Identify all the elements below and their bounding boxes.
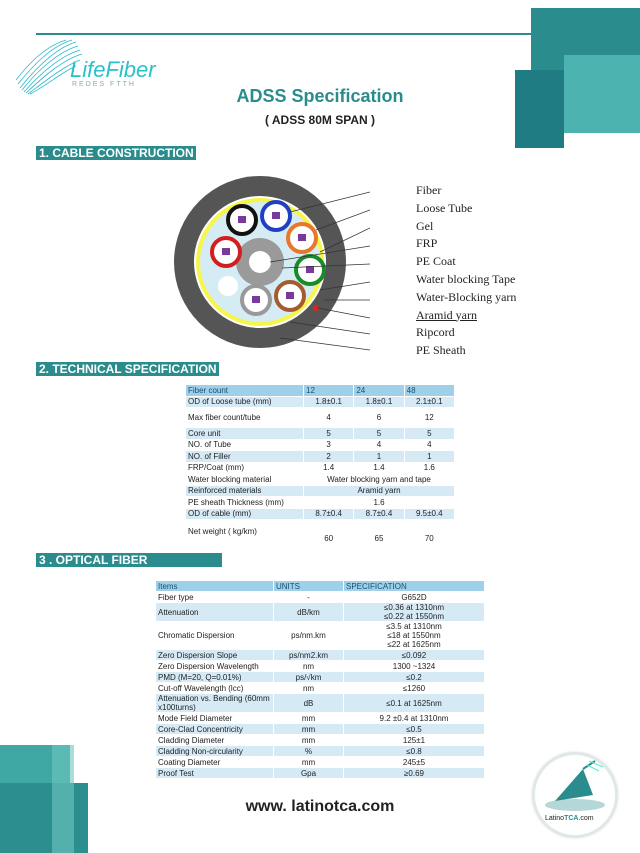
table-cell: ≤3.5 at 1310nm ≤18 at 1550nm ≤22 at 1625nm xyxy=(344,622,485,650)
table-cell: - xyxy=(274,592,344,603)
label-pe-coat: PE Coat xyxy=(416,254,456,269)
table-header-cell: 48 xyxy=(404,385,454,397)
table-cell: ps/nm2.km xyxy=(274,650,344,661)
table-cell: 60 xyxy=(304,520,354,544)
table-row xyxy=(186,396,455,408)
logo-brand: LifeFiber xyxy=(70,57,156,82)
table-cell: nm xyxy=(274,661,344,672)
table-cell: PMD (M=20, Q=0.01%) xyxy=(156,672,274,683)
table-cell: 6 xyxy=(354,408,404,428)
table-cell: 3 xyxy=(304,439,354,451)
table-row xyxy=(186,474,455,486)
table-cell: Water blocking yarn and tape xyxy=(304,474,455,486)
table-cell: 9.2 ±0.4 at 1310nm xyxy=(344,713,485,724)
table-cell: ≤0.36 at 1310nm ≤0.22 at 1550nm xyxy=(344,603,485,622)
table-cell: nm xyxy=(274,683,344,694)
table-cell: Aramid yarn xyxy=(304,485,455,497)
section-optical-fiber: 3 . OPTICAL FIBER xyxy=(36,553,222,567)
table-row xyxy=(186,451,455,463)
section-technical-specification: 2. TECHNICAL SPECIFICATION xyxy=(36,362,219,376)
table-cell: 5 xyxy=(404,428,454,440)
diagram-labels xyxy=(416,182,516,360)
table-row xyxy=(156,746,485,757)
table-cell: 1.8±0.1 xyxy=(304,396,354,408)
table-cell: Proof Test xyxy=(156,768,274,779)
label-water-blocking-yarn: Water-Blocking yarn xyxy=(416,289,517,304)
table-row xyxy=(186,497,455,509)
table-header-cell: Fiber count xyxy=(186,385,304,397)
cable-cross-section-diagram xyxy=(170,172,370,360)
table-cell: OD of Loose tube (mm) xyxy=(186,396,304,408)
table-cell: 9.5±0.4 xyxy=(404,508,454,520)
table-header-cell: SPECIFICATION xyxy=(344,581,485,592)
table-header-cell: Items xyxy=(156,581,274,592)
table-header-row xyxy=(156,581,485,592)
table-cell: 12 xyxy=(404,408,454,428)
label-ripcord: Ripcord xyxy=(416,325,455,340)
table-cell: dB xyxy=(274,694,344,713)
table-cell: Core unit xyxy=(186,428,304,440)
table-cell: 5 xyxy=(354,428,404,440)
table-cell: mm xyxy=(274,757,344,768)
table-row xyxy=(156,768,485,779)
table-row xyxy=(156,683,485,694)
table-cell: ps/nm.km xyxy=(274,622,344,650)
header-rule xyxy=(36,33,546,35)
table-cell: 4 xyxy=(354,439,404,451)
table-row xyxy=(186,439,455,451)
table-cell: Coating Diameter xyxy=(156,757,274,768)
table-cell: 1.4 xyxy=(354,462,404,474)
table-cell: mm xyxy=(274,713,344,724)
footer-website-link[interactable]: www. latinotca.com xyxy=(245,798,395,815)
table-cell: NO. of Filler xyxy=(186,451,304,463)
label-frp: FRP xyxy=(416,236,438,251)
table-cell: NO. of Tube xyxy=(186,439,304,451)
table-row xyxy=(156,672,485,683)
badge-brand xyxy=(545,815,594,822)
table-cell: Cladding Non-circularity xyxy=(156,746,274,757)
table-row xyxy=(186,485,455,497)
table-cell: ps/√km xyxy=(274,672,344,683)
table-cell: ≥0.69 xyxy=(344,768,485,779)
optical-fiber-table xyxy=(155,580,485,779)
table-cell: 2 xyxy=(304,451,354,463)
logo-tagline: REDES FTTH xyxy=(72,81,136,88)
latinotca-badge xyxy=(533,753,617,837)
badge-brand-b: TCA xyxy=(564,815,579,822)
section-cable-construction: 1. CABLE CONSTRUCTION xyxy=(36,146,196,160)
table-cell: 5 xyxy=(304,428,354,440)
table-cell: 1 xyxy=(354,451,404,463)
label-gel: Gel xyxy=(416,218,434,233)
table-row xyxy=(156,650,485,661)
table-cell: 125±1 xyxy=(344,735,485,746)
table-cell: ≤0.1 at 1625nm xyxy=(344,694,485,713)
table-row xyxy=(186,408,455,428)
table-cell: Max fiber count/tube xyxy=(186,408,304,428)
table-cell: Fiber type xyxy=(156,592,274,603)
table-header-cell: 24 xyxy=(354,385,404,397)
table-cell: 1.4 xyxy=(304,462,354,474)
table-cell: 65 xyxy=(354,520,404,544)
table-cell: FRP/Coat (mm) xyxy=(186,462,304,474)
table-row xyxy=(156,661,485,672)
table-header-row xyxy=(186,385,455,397)
badge-brand-a: Latino xyxy=(545,815,565,822)
table-cell: 70 xyxy=(404,520,454,544)
table-cell: Attenuation xyxy=(156,603,274,622)
table-header-cell: 12 xyxy=(304,385,354,397)
table-cell: OD of cable (mm) xyxy=(186,508,304,520)
table-cell: Reinforced materials xyxy=(186,485,304,497)
table-row xyxy=(156,713,485,724)
table-cell: Cut-off Wavelength (lcc) xyxy=(156,683,274,694)
table-row xyxy=(156,757,485,768)
table-cell: ≤1260 xyxy=(344,683,485,694)
table-cell: ≤0.092 xyxy=(344,650,485,661)
label-pe-sheath: PE Sheath xyxy=(416,343,466,358)
table-row xyxy=(156,735,485,746)
label-aramid-yarn: Aramid yarn xyxy=(416,307,477,322)
table-cell: Zero Dispersion Wavelength xyxy=(156,661,274,672)
table-cell: 4 xyxy=(404,439,454,451)
table-cell: mm xyxy=(274,735,344,746)
table-cell: 1.8±0.1 xyxy=(354,396,404,408)
table-row xyxy=(156,622,485,650)
table-header-cell: UNITS xyxy=(274,581,344,592)
table-cell: dB/km xyxy=(274,603,344,622)
table-row xyxy=(156,694,485,713)
table-cell: 1 xyxy=(404,451,454,463)
table-cell: mm xyxy=(274,724,344,735)
table-cell: 8.7±0.4 xyxy=(354,508,404,520)
table-cell: Zero Dispersion Slope xyxy=(156,650,274,661)
table-cell: Mode Field Diameter xyxy=(156,713,274,724)
table-cell: ≤0.8 xyxy=(344,746,485,757)
table-row xyxy=(156,592,485,603)
table-row xyxy=(156,724,485,735)
table-cell: ≤0.5 xyxy=(344,724,485,735)
table-cell: Chromatic Dispersion xyxy=(156,622,274,650)
decor-block xyxy=(0,783,88,853)
table-row xyxy=(186,508,455,520)
table-cell: 1300 ~1324 xyxy=(344,661,485,672)
satellite-dish-icon xyxy=(535,755,615,815)
label-water-blocking-tape: Water blocking Tape xyxy=(416,271,516,286)
page-title: ADSS Specification xyxy=(236,86,404,106)
table-cell: PE sheath Thickness (mm) xyxy=(186,497,304,509)
table-cell: Cladding Diameter xyxy=(156,735,274,746)
table-cell: Attenuation vs. Bending (60mm x100turns) xyxy=(156,694,274,713)
technical-spec-table xyxy=(185,384,455,544)
badge-suffix: .com xyxy=(578,815,594,822)
table-row xyxy=(156,603,485,622)
page-subtitle: ( ADSS 80M SPAN ) xyxy=(264,113,375,127)
table-cell: 1.6 xyxy=(304,497,455,509)
table-cell: Water blocking material xyxy=(186,474,304,486)
table-cell: 2.1±0.1 xyxy=(404,396,454,408)
table-cell: Core-Clad Concentricity xyxy=(156,724,274,735)
table-cell: ≤0.2 xyxy=(344,672,485,683)
table-cell: G652D xyxy=(344,592,485,603)
label-loose-tube: Loose Tube xyxy=(416,200,473,215)
decor-block xyxy=(515,70,564,148)
table-row xyxy=(186,428,455,440)
table-cell: Net weight ( kg/km) xyxy=(186,520,304,544)
table-cell: 245±5 xyxy=(344,757,485,768)
table-cell: % xyxy=(274,746,344,757)
table-cell: Gpa xyxy=(274,768,344,779)
table-cell: 8.7±0.4 xyxy=(304,508,354,520)
table-cell: 4 xyxy=(304,408,354,428)
label-fiber: Fiber xyxy=(416,183,442,197)
table-cell: 1.6 xyxy=(404,462,454,474)
table-row xyxy=(186,520,455,544)
table-row xyxy=(186,462,455,474)
